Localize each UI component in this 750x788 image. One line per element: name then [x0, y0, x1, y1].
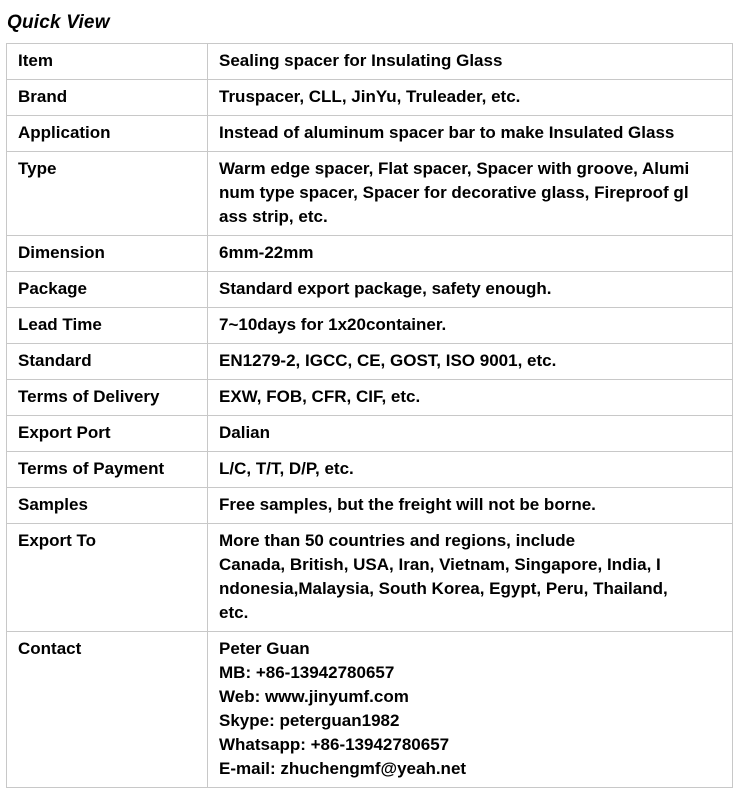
row-value-line: EXW, FOB, CFR, CIF, etc.: [219, 387, 421, 406]
row-value: [208, 380, 733, 416]
row-label: Export Port: [7, 416, 208, 452]
row-value-line: E-mail: zhuchengmf@yeah.net: [219, 759, 467, 778]
row-value: [208, 416, 733, 452]
row-label: Type: [7, 152, 208, 236]
row-value: [208, 524, 733, 632]
row-label: Item: [7, 44, 208, 80]
row-value: [208, 44, 733, 80]
row-value: [208, 236, 733, 272]
row-label: Brand: [7, 80, 208, 116]
row-value: [208, 272, 733, 308]
row-value-line: L/C, T/T, D/P, etc.: [219, 459, 354, 478]
table-row: [7, 272, 733, 308]
row-value-line: Peter Guan: [219, 639, 310, 658]
page-title: Quick View: [7, 12, 110, 33]
row-value-line: Instead of aluminum spacer bar to make Insulated Glass: [219, 123, 675, 142]
row-value: [208, 80, 733, 116]
row-value-line: Dalian: [219, 423, 271, 442]
table-row: [7, 380, 733, 416]
row-value-line: 7~10days for 1x20container.: [219, 315, 447, 334]
row-value: [208, 116, 733, 152]
row-label: Application: [7, 116, 208, 152]
row-label: Dimension: [7, 236, 208, 272]
row-label: Samples: [7, 488, 208, 524]
table-row: [7, 308, 733, 344]
table-row: [7, 80, 733, 116]
row-value-line: num type spacer, Spacer for decorative glass, Fireproof gl: [219, 183, 689, 202]
row-value-line: Standard export package, safety enough.: [219, 279, 552, 298]
row-label: Terms of Delivery: [7, 380, 208, 416]
row-value-line: Free samples, but the freight will not be borne.: [219, 495, 596, 514]
row-value: [208, 152, 733, 236]
row-value-line: ndonesia,Malaysia, South Korea, Egypt, Peru, Thailand,: [219, 579, 668, 598]
row-value-line: etc.: [219, 603, 249, 622]
row-value-line: Canada, British, USA, Iran, Vietnam, Singapore, India, I: [219, 555, 661, 574]
row-value-line: Whatsapp: +86-13942780657: [219, 735, 450, 754]
table-row: [7, 236, 733, 272]
table-row: [7, 632, 733, 788]
quick-view-table: [6, 43, 733, 788]
table-row: [7, 44, 733, 80]
table-row: [7, 344, 733, 380]
row-value: [208, 308, 733, 344]
table-row: [7, 116, 733, 152]
row-value-line: Web: www.jinyumf.com: [219, 687, 409, 706]
row-value-line: Truspacer, CLL, JinYu, Truleader, etc.: [219, 87, 521, 106]
row-value-line: Skype: peterguan1982: [219, 711, 400, 730]
row-value-line: ass strip, etc.: [219, 207, 328, 226]
row-label: Contact: [7, 632, 208, 788]
row-label: Terms of Payment: [7, 452, 208, 488]
row-label: Package: [7, 272, 208, 308]
table-row: [7, 452, 733, 488]
row-value-line: EN1279-2, IGCC, CE, GOST, ISO 9001, etc.: [219, 351, 557, 370]
table-row: [7, 488, 733, 524]
row-value-line: Warm edge spacer, Flat spacer, Spacer with groove, Alumi: [219, 159, 690, 178]
row-label: Lead Time: [7, 308, 208, 344]
table-row: [7, 416, 733, 452]
row-value: [208, 632, 733, 788]
row-label: Export To: [7, 524, 208, 632]
row-value-line: 6mm-22mm: [219, 243, 314, 262]
row-value-line: Sealing spacer for Insulating Glass: [219, 51, 503, 70]
row-value: [208, 452, 733, 488]
row-value-line: MB: +86-13942780657: [219, 663, 395, 682]
row-label: Standard: [7, 344, 208, 380]
row-value: [208, 488, 733, 524]
row-value-line: More than 50 countries and regions, include: [219, 531, 576, 550]
table-row: [7, 152, 733, 236]
quick-view-table-body: [7, 44, 733, 788]
row-value: [208, 344, 733, 380]
table-row: [7, 524, 733, 632]
